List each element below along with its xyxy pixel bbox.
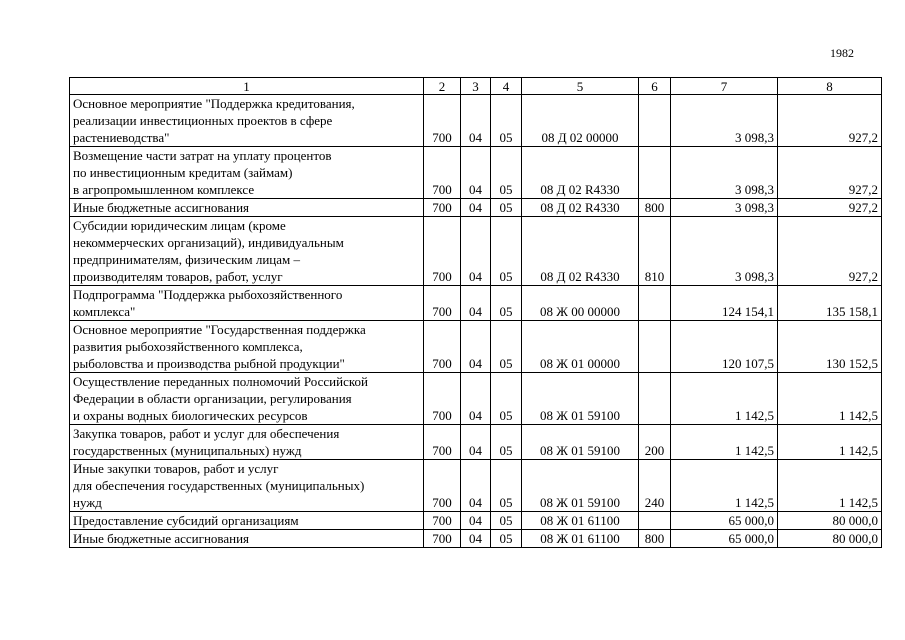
row-expense-type [639,373,671,425]
row-ministry-code: 700 [424,512,461,530]
row-name: Субсидии юридическим лицам (кроме некоммерческих организаций), индивидуальным предпринимателям, физическим лицам – производителям товаров, работ, услуг [70,217,424,286]
row-amount-col7: 3 098,3 [671,147,778,199]
row-amount-col8: 927,2 [778,147,882,199]
row-amount-col8: 927,2 [778,217,882,286]
row-expense-type: 240 [639,460,671,512]
row-name: Закупка товаров, работ и услуг для обеспечения государственных (муниципальных) нужд [70,425,424,460]
table-row [70,199,882,217]
row-expense-type: 810 [639,217,671,286]
row-section-code: 04 [461,199,491,217]
row-amount-col7: 3 098,3 [671,199,778,217]
header-row [70,78,882,95]
row-subsection-code: 05 [491,217,522,286]
header-col-4: 4 [491,78,522,95]
row-expense-type [639,321,671,373]
row-amount-col8: 80 000,0 [778,530,882,548]
row-subsection-code: 05 [491,199,522,217]
row-section-code: 04 [461,147,491,199]
row-section-code: 04 [461,373,491,425]
row-target-article: 08 Д 02 R4330 [522,199,639,217]
row-subsection-code: 05 [491,95,522,147]
row-amount-col7: 124 154,1 [671,286,778,321]
row-amount-col7: 65 000,0 [671,512,778,530]
row-subsection-code: 05 [491,147,522,199]
row-section-code: 04 [461,95,491,147]
row-target-article: 08 Ж 01 59100 [522,460,639,512]
header-col-5: 5 [522,78,639,95]
row-amount-col8: 927,2 [778,199,882,217]
row-target-article: 08 Ж 01 00000 [522,321,639,373]
row-ministry-code: 700 [424,460,461,512]
row-amount-col7: 120 107,5 [671,321,778,373]
row-ministry-code: 700 [424,286,461,321]
row-subsection-code: 05 [491,373,522,425]
row-name: Предоставление субсидий организациям [70,512,424,530]
row-amount-col8: 130 152,5 [778,321,882,373]
row-amount-col7: 1 142,5 [671,460,778,512]
row-expense-type: 800 [639,530,671,548]
row-name: Иные бюджетные ассигнования [70,199,424,217]
table-row [70,321,882,373]
row-amount-col8: 1 142,5 [778,373,882,425]
row-subsection-code: 05 [491,460,522,512]
header-col-6: 6 [639,78,671,95]
row-amount-col8: 1 142,5 [778,425,882,460]
row-subsection-code: 05 [491,530,522,548]
table-row [70,460,882,512]
header-col-2: 2 [424,78,461,95]
row-section-code: 04 [461,460,491,512]
row-expense-type: 200 [639,425,671,460]
row-name: Подпрограмма "Поддержка рыбохозяйственного комплекса" [70,286,424,321]
row-amount-col8: 1 142,5 [778,460,882,512]
row-ministry-code: 700 [424,530,461,548]
row-ministry-code: 700 [424,199,461,217]
header-col-1: 1 [70,78,424,95]
row-subsection-code: 05 [491,286,522,321]
row-target-article: 08 Д 02 R4330 [522,147,639,199]
row-name: Осуществление переданных полномочий Российской Федерации в области организации, регулирования и охраны водных биологических ресурсов [70,373,424,425]
row-amount-col7: 1 142,5 [671,373,778,425]
header-col-7: 7 [671,78,778,95]
row-target-article: 08 Ж 01 61100 [522,530,639,548]
row-ministry-code: 700 [424,321,461,373]
row-target-article: 08 Д 02 00000 [522,95,639,147]
row-section-code: 04 [461,425,491,460]
table-row [70,95,882,147]
row-amount-col7: 3 098,3 [671,95,778,147]
table-row [70,512,882,530]
row-target-article: 08 Д 02 R4330 [522,217,639,286]
row-amount-col7: 1 142,5 [671,425,778,460]
table-row [70,147,882,199]
row-amount-col7: 3 098,3 [671,217,778,286]
row-name: Иные бюджетные ассигнования [70,530,424,548]
row-ministry-code: 700 [424,373,461,425]
header-col-3: 3 [461,78,491,95]
row-amount-col8: 927,2 [778,95,882,147]
budget-table [69,77,882,548]
row-ministry-code: 700 [424,147,461,199]
row-ministry-code: 700 [424,425,461,460]
row-subsection-code: 05 [491,512,522,530]
row-expense-type [639,286,671,321]
row-section-code: 04 [461,321,491,373]
row-name: Основное мероприятие "Государственная поддержка развития рыбохозяйственного комплекса, рыболовства и производства рыбной продукции" [70,321,424,373]
row-section-code: 04 [461,217,491,286]
row-amount-col8: 135 158,1 [778,286,882,321]
row-section-code: 04 [461,286,491,321]
row-expense-type [639,95,671,147]
row-target-article: 08 Ж 01 59100 [522,425,639,460]
row-expense-type [639,512,671,530]
row-target-article: 08 Ж 01 59100 [522,373,639,425]
table-row [70,217,882,286]
row-ministry-code: 700 [424,95,461,147]
row-name: Основное мероприятие "Поддержка кредитования, реализации инвестиционных проектов в сфере растениеводства" [70,95,424,147]
header-col-8: 8 [778,78,882,95]
table-row [70,373,882,425]
row-name: Возмещение части затрат на уплату процентов по инвестиционным кредитам (займам) в агропромышленном комплексе [70,147,424,199]
row-amount-col7: 65 000,0 [671,530,778,548]
page-number: 1982 [830,46,854,60]
row-ministry-code: 700 [424,217,461,286]
row-target-article: 08 Ж 00 00000 [522,286,639,321]
table-row [70,286,882,321]
row-section-code: 04 [461,530,491,548]
row-section-code: 04 [461,512,491,530]
row-subsection-code: 05 [491,321,522,373]
row-expense-type: 800 [639,199,671,217]
table-row [70,425,882,460]
row-expense-type [639,147,671,199]
row-name: Иные закупки товаров, работ и услуг для обеспечения государственных (муниципальных) нужд [70,460,424,512]
row-target-article: 08 Ж 01 61100 [522,512,639,530]
table-row [70,530,882,548]
row-subsection-code: 05 [491,425,522,460]
row-amount-col8: 80 000,0 [778,512,882,530]
